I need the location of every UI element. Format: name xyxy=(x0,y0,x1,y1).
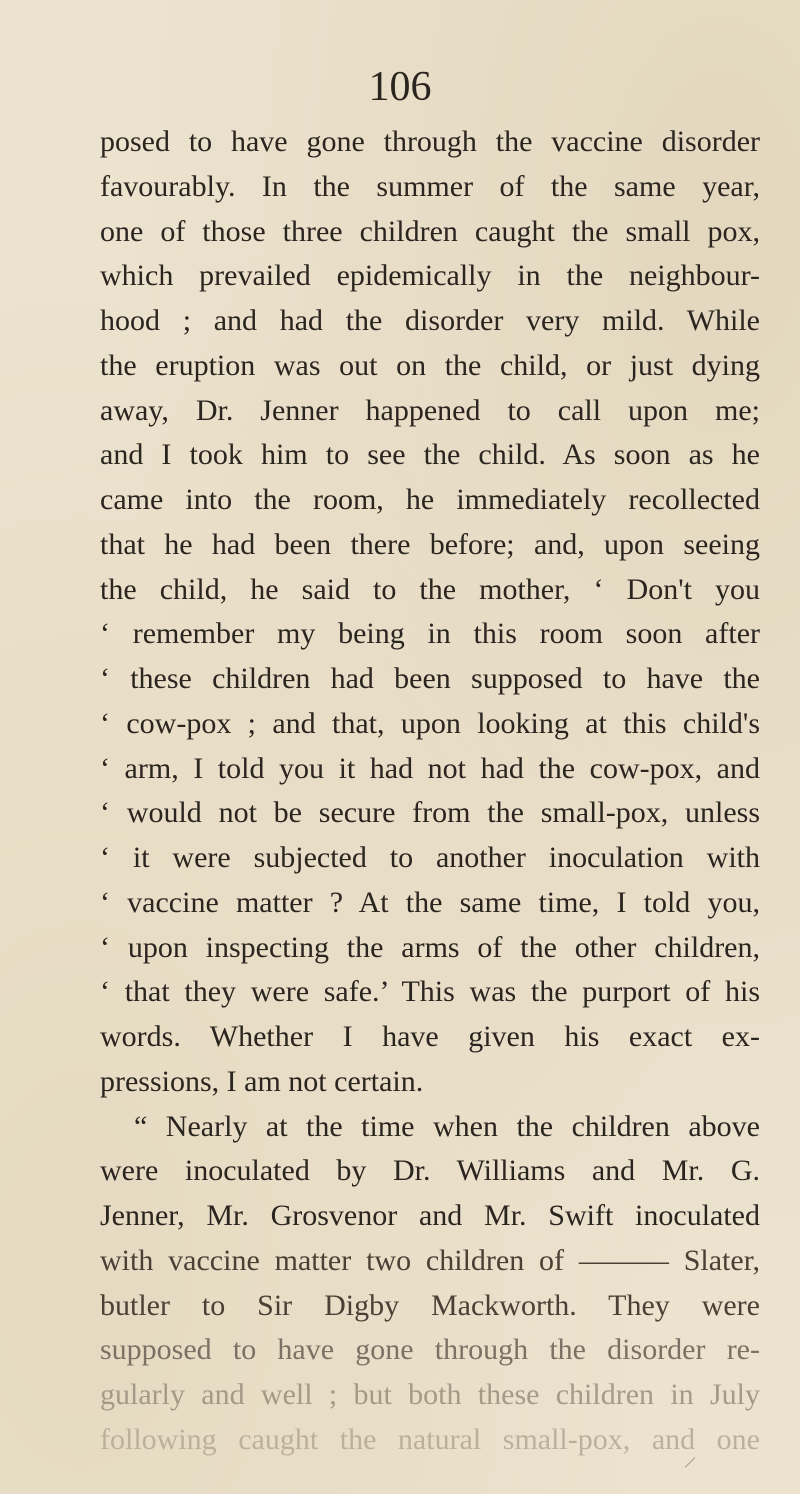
body-text xyxy=(100,120,760,1463)
text-line: came into the room, he immediately recollected xyxy=(100,483,760,516)
text-line: ‘ would not be secure from the small-pox, unless xyxy=(100,796,760,830)
text-line: words. Whether I have given his exact ex- xyxy=(100,1020,760,1053)
text-line: posed to have gone through the vaccine disorder xyxy=(100,125,760,158)
text-line: supposed to have gone through the disorder re- xyxy=(100,1333,760,1367)
text-line: that he had been there before; and, upon seeing xyxy=(100,527,760,561)
text-line: were inoculated by Dr. Williams and Mr. G. xyxy=(100,1154,760,1188)
text-line: ‘ arm, I told you it had not had the cow-pox, and xyxy=(100,751,760,785)
text-line: ‘ it were subjected to another inoculation with xyxy=(100,841,760,874)
text-line: and I took him to see the child. As soon as he xyxy=(100,438,760,472)
text-line: pressions, I am not certain. xyxy=(100,1064,424,1098)
text-line: one of those three children caught the small pox, xyxy=(100,214,760,248)
text-line: Jenner, Mr. Grosvenor and Mr. Swift inoculated xyxy=(100,1199,760,1232)
text-line: the eruption was out on the child, or just dying xyxy=(100,348,760,382)
text-line: with vaccine matter two children of ——— Slater, xyxy=(100,1243,760,1277)
text-line: ‘ remember my being in this room soon after xyxy=(100,617,760,651)
text-line: ‘ upon inspecting the arms of the other children, xyxy=(100,930,760,964)
text-line: away, Dr. Jenner happened to call upon me; xyxy=(100,393,760,427)
text-line: following caught the natural small-pox, and one xyxy=(100,1422,760,1456)
page-number: 106 xyxy=(368,64,432,110)
text-line: ‘ that they were safe.’ This was the purport of his xyxy=(100,975,760,1009)
text-line: favourably. In the summer of the same year, xyxy=(100,169,760,203)
text-line: butler to Sir Digby Mackworth. They were xyxy=(100,1288,760,1322)
text-line: “ Nearly at the time when the children above xyxy=(134,1109,760,1143)
text-line: which prevailed epidemically in the neighbour- xyxy=(100,259,760,293)
text-line: gularly and well ; but both these children in July xyxy=(100,1378,760,1411)
text-line: ‘ these children had been supposed to have the xyxy=(100,662,760,695)
text-line: hood ; and had the disorder very mild. While xyxy=(100,304,760,337)
text-line: ‘ cow-pox ; and that, upon looking at this child's xyxy=(100,706,760,740)
text-line: the child, he said to the mother, ‘ Don't you xyxy=(100,572,760,606)
text-line: ‘ vaccine matter ? At the same time, I told you, xyxy=(100,885,760,919)
